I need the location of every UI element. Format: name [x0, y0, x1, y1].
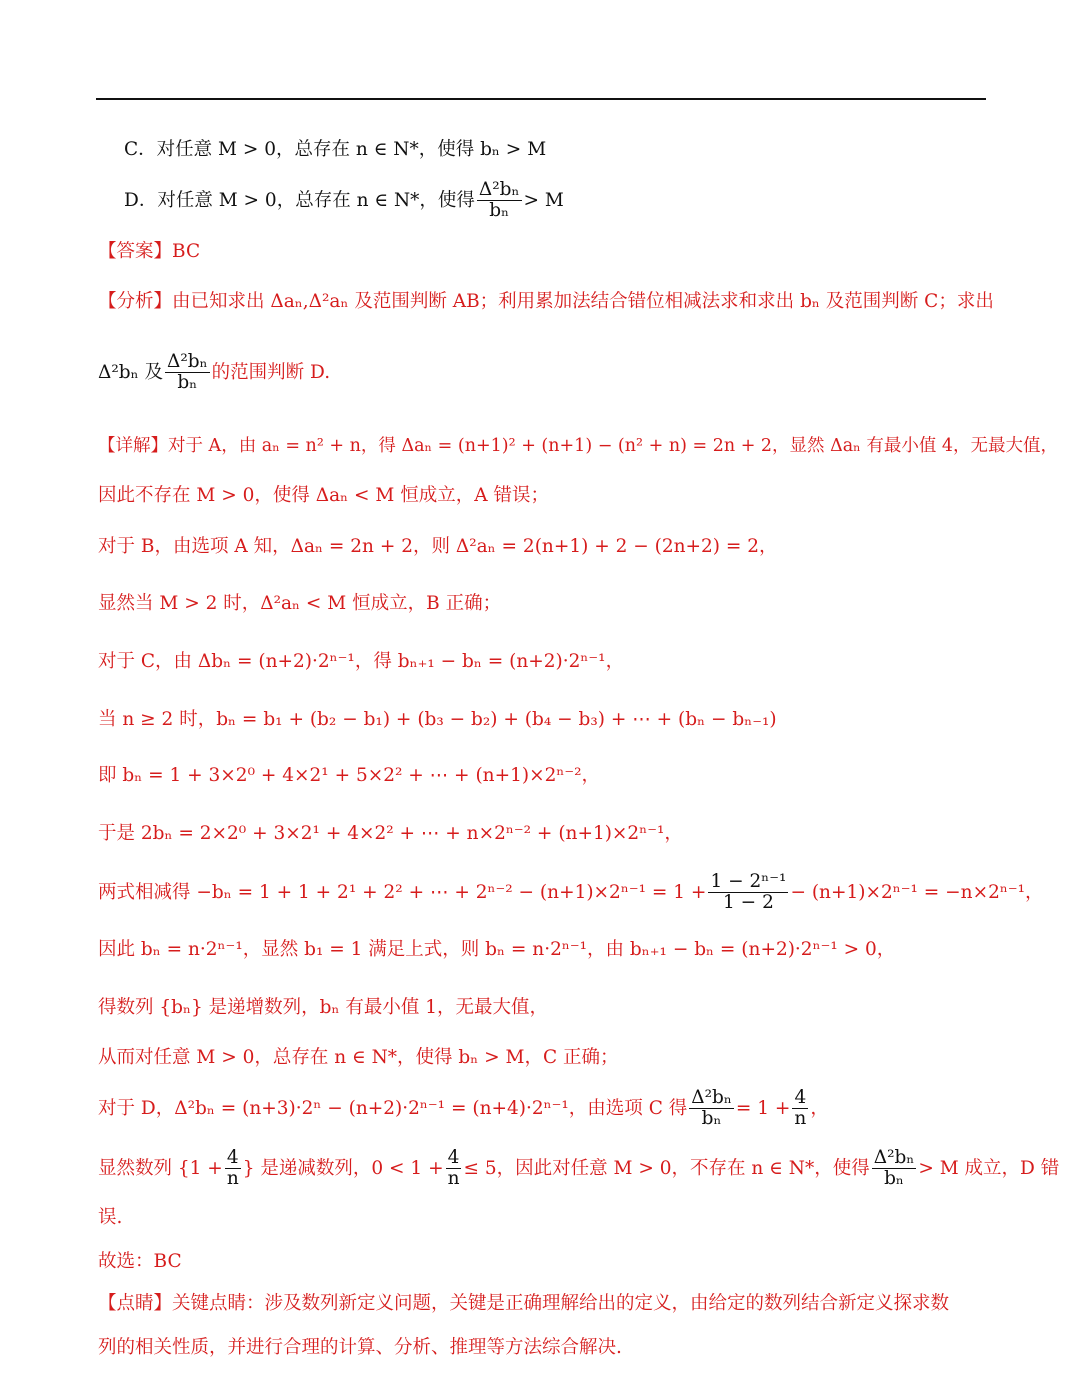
- detail-text: 即 bₙ = 1 + 3×2⁰ + 4×2¹ + 5×2² + ⋯ + (n+1)×2ⁿ⁻²，: [98, 765, 601, 786]
- fraction-4-over-n: [446, 1148, 462, 1189]
- fraction-denominator: n: [226, 1168, 239, 1189]
- detail-text: 对于 D，Δ²bₙ = (n+3)·2ⁿ − (n+2)·2ⁿ⁻¹ = (n+4)·2ⁿ⁻¹，由选项 C 得: [98, 1097, 688, 1119]
- header-rule: [96, 98, 986, 100]
- fraction-4-over-n: [225, 1148, 241, 1189]
- fraction-numerator: Δ²bₙ: [691, 1087, 732, 1108]
- detail-text: 【详解】对于 A，由 aₙ = n² + n，得 Δaₙ = (n+1)² + (n+1) − (n² + n) = 2n + 2，显然 Δaₙ 有最小值 4，无最大值，: [98, 436, 1059, 456]
- option-c: [124, 136, 546, 164]
- analysis-text-2b: 的范围判断 D.: [211, 361, 331, 383]
- detail-line-2: [98, 482, 549, 510]
- detail-line-7: [98, 762, 600, 790]
- detail-line-4: [98, 590, 501, 618]
- analysis-text-2a: Δ²bₙ 及: [98, 361, 164, 383]
- fraction-d2bn-over-bn: [689, 1088, 734, 1129]
- detail-text: − (n+1)×2ⁿ⁻¹ = −n×2ⁿ⁻¹，: [790, 881, 1044, 903]
- detail-line-9: [98, 872, 1044, 913]
- analysis-text-1: 【分析】由已知求出 Δaₙ,Δ²aₙ 及范围判断 AB；利用累加法结合错位相减法求和求出 bₙ 及范围判断 C；求出: [98, 291, 994, 312]
- detail-line-13: 对于 D，Δ²bₙ = (n+3)·2ⁿ − (n+2)·2ⁿ⁻¹ = (n+4)·2ⁿ⁻¹，由选项 C 得 $\frac{\text{Δ²bₙ}}{\text{bₙ}}$ = 1 + $\frac{4}{n}$ ，: [98, 1087, 829, 1129]
- detail-line-12: [98, 1044, 619, 1072]
- comment-line-1: [98, 1290, 949, 1318]
- answer-text: 【答案】BC: [98, 241, 201, 262]
- option-c-text: C．对任意 M > 0，总存在 n ∈ N*，使得 bₙ > M: [124, 139, 547, 160]
- detail-text: } 是递减数列，0 < 1 +: [242, 1157, 444, 1179]
- fraction-denominator: n: [794, 1108, 807, 1129]
- fraction-denominator: 1 − 2: [723, 892, 774, 913]
- choose-line: [98, 1248, 182, 1276]
- fraction-denominator: bₙ: [701, 1108, 722, 1129]
- detail-text: 对于 C，由 Δbₙ = (n+2)·2ⁿ⁻¹，得 bₙ₊₁ − bₙ = (n+2)·2ⁿ⁻¹，: [98, 651, 625, 672]
- detail-text: 因此 bₙ = n·2ⁿ⁻¹，显然 b₁ = 1 满足上式，则 bₙ = n·2ⁿ⁻¹，由 bₙ₊₁ − bₙ = (n+2)·2ⁿ⁻¹ > 0，: [98, 939, 896, 960]
- fraction-denominator: bₙ: [884, 1168, 904, 1189]
- option-d: [124, 180, 564, 221]
- detail-line-6: [98, 706, 777, 734]
- fraction-numerator: 4: [226, 1147, 239, 1168]
- detail-text: 因此不存在 M > 0，使得 Δaₙ < M 恒成立，A 错误；: [98, 485, 549, 506]
- fraction-denominator: bₙ: [177, 372, 198, 393]
- fraction-numerator: 4: [794, 1087, 807, 1108]
- detail-text: 对于 B，由选项 A 知，Δaₙ = 2n + 2，则 Δ²aₙ = 2(n+1) + 2 − (2n+2) = 2，: [98, 536, 778, 557]
- detail-text: 误.: [98, 1207, 123, 1228]
- detail-text: 显然数列 {1 +: [98, 1157, 223, 1179]
- fraction-d2bn-over-bn: [165, 352, 210, 393]
- detail-text: 显然当 M > 2 时，Δ²aₙ < M 恒成立，B 正确；: [98, 593, 502, 614]
- detail-text: > M 成立，D 错: [918, 1157, 1060, 1179]
- detail-text: 得数列 {bₙ} 是递增数列，bₙ 有最小值 1，无最大值，: [98, 997, 549, 1018]
- fraction-d2bn-over-bn: [872, 1148, 917, 1189]
- fraction-denominator: n: [447, 1168, 460, 1189]
- fraction-numerator: Δ²bₙ: [873, 1147, 915, 1168]
- option-d-text: D．对任意 M > 0，总存在 n ∈ N*，使得: [124, 189, 475, 211]
- fraction-4-over-n: [792, 1088, 808, 1129]
- option-d-suffix: > M: [523, 189, 564, 211]
- analysis-line-1: [98, 288, 994, 316]
- fraction-numerator: Δ²bₙ: [167, 351, 208, 372]
- detail-line-5: [98, 648, 624, 676]
- detail-text: 两式相减得 −bₙ = 1 + 1 + 2¹ + 2² + ⋯ + 2ⁿ⁻² − (n+1)×2ⁿ⁻¹ = 1 +: [98, 881, 707, 903]
- fraction-geometric-sum: [708, 872, 788, 913]
- answer-line: [98, 238, 200, 266]
- comment-text: 列的相关性质，并进行合理的计算、分析、推理等方法综合解决.: [98, 1337, 622, 1358]
- analysis-line-2: [98, 352, 330, 393]
- fraction-numerator: 4: [447, 1147, 460, 1168]
- detail-line-3: [98, 533, 778, 561]
- detail-line-14: [98, 1148, 1059, 1189]
- detail-line-1: [98, 432, 1058, 460]
- fraction-denominator: bₙ: [489, 200, 510, 221]
- detail-line-8: [98, 820, 683, 848]
- detail-text: 于是 2bₙ = 2×2⁰ + 3×2¹ + 4×2² + ⋯ + n×2ⁿ⁻² + (n+1)×2ⁿ⁻¹，: [98, 823, 683, 844]
- detail-text: ≤ 5，因此对任意 M > 0，不存在 n ∈ N*，使得: [463, 1157, 870, 1179]
- fraction-d2bn-over-bn: [477, 180, 522, 221]
- detail-text: 从而对任意 M > 0，总存在 n ∈ N*，使得 bₙ > M，C 正确；: [98, 1047, 619, 1068]
- detail-text: = 1 +: [735, 1097, 791, 1119]
- detail-text: 当 n ≥ 2 时，bₙ = b₁ + (b₂ − b₁) + (b₃ − b₂) + (b₄ − b₃) + ⋯ + (bₙ − bₙ₋₁): [98, 709, 777, 730]
- fraction-numerator: Δ²bₙ: [478, 179, 520, 200]
- detail-line-15: [98, 1204, 122, 1232]
- comment-line-2: [98, 1334, 622, 1362]
- comment-text: 【点睛】关键点睛：涉及数列新定义问题，关键是正确理解给出的定义，由给定的数列结合新定义探求数: [98, 1293, 950, 1314]
- fraction-numerator: 1 − 2ⁿ⁻¹: [710, 871, 787, 892]
- detail-line-10: [98, 936, 895, 964]
- detail-line-11: [98, 994, 548, 1022]
- choose-text: 故选：BC: [98, 1251, 182, 1272]
